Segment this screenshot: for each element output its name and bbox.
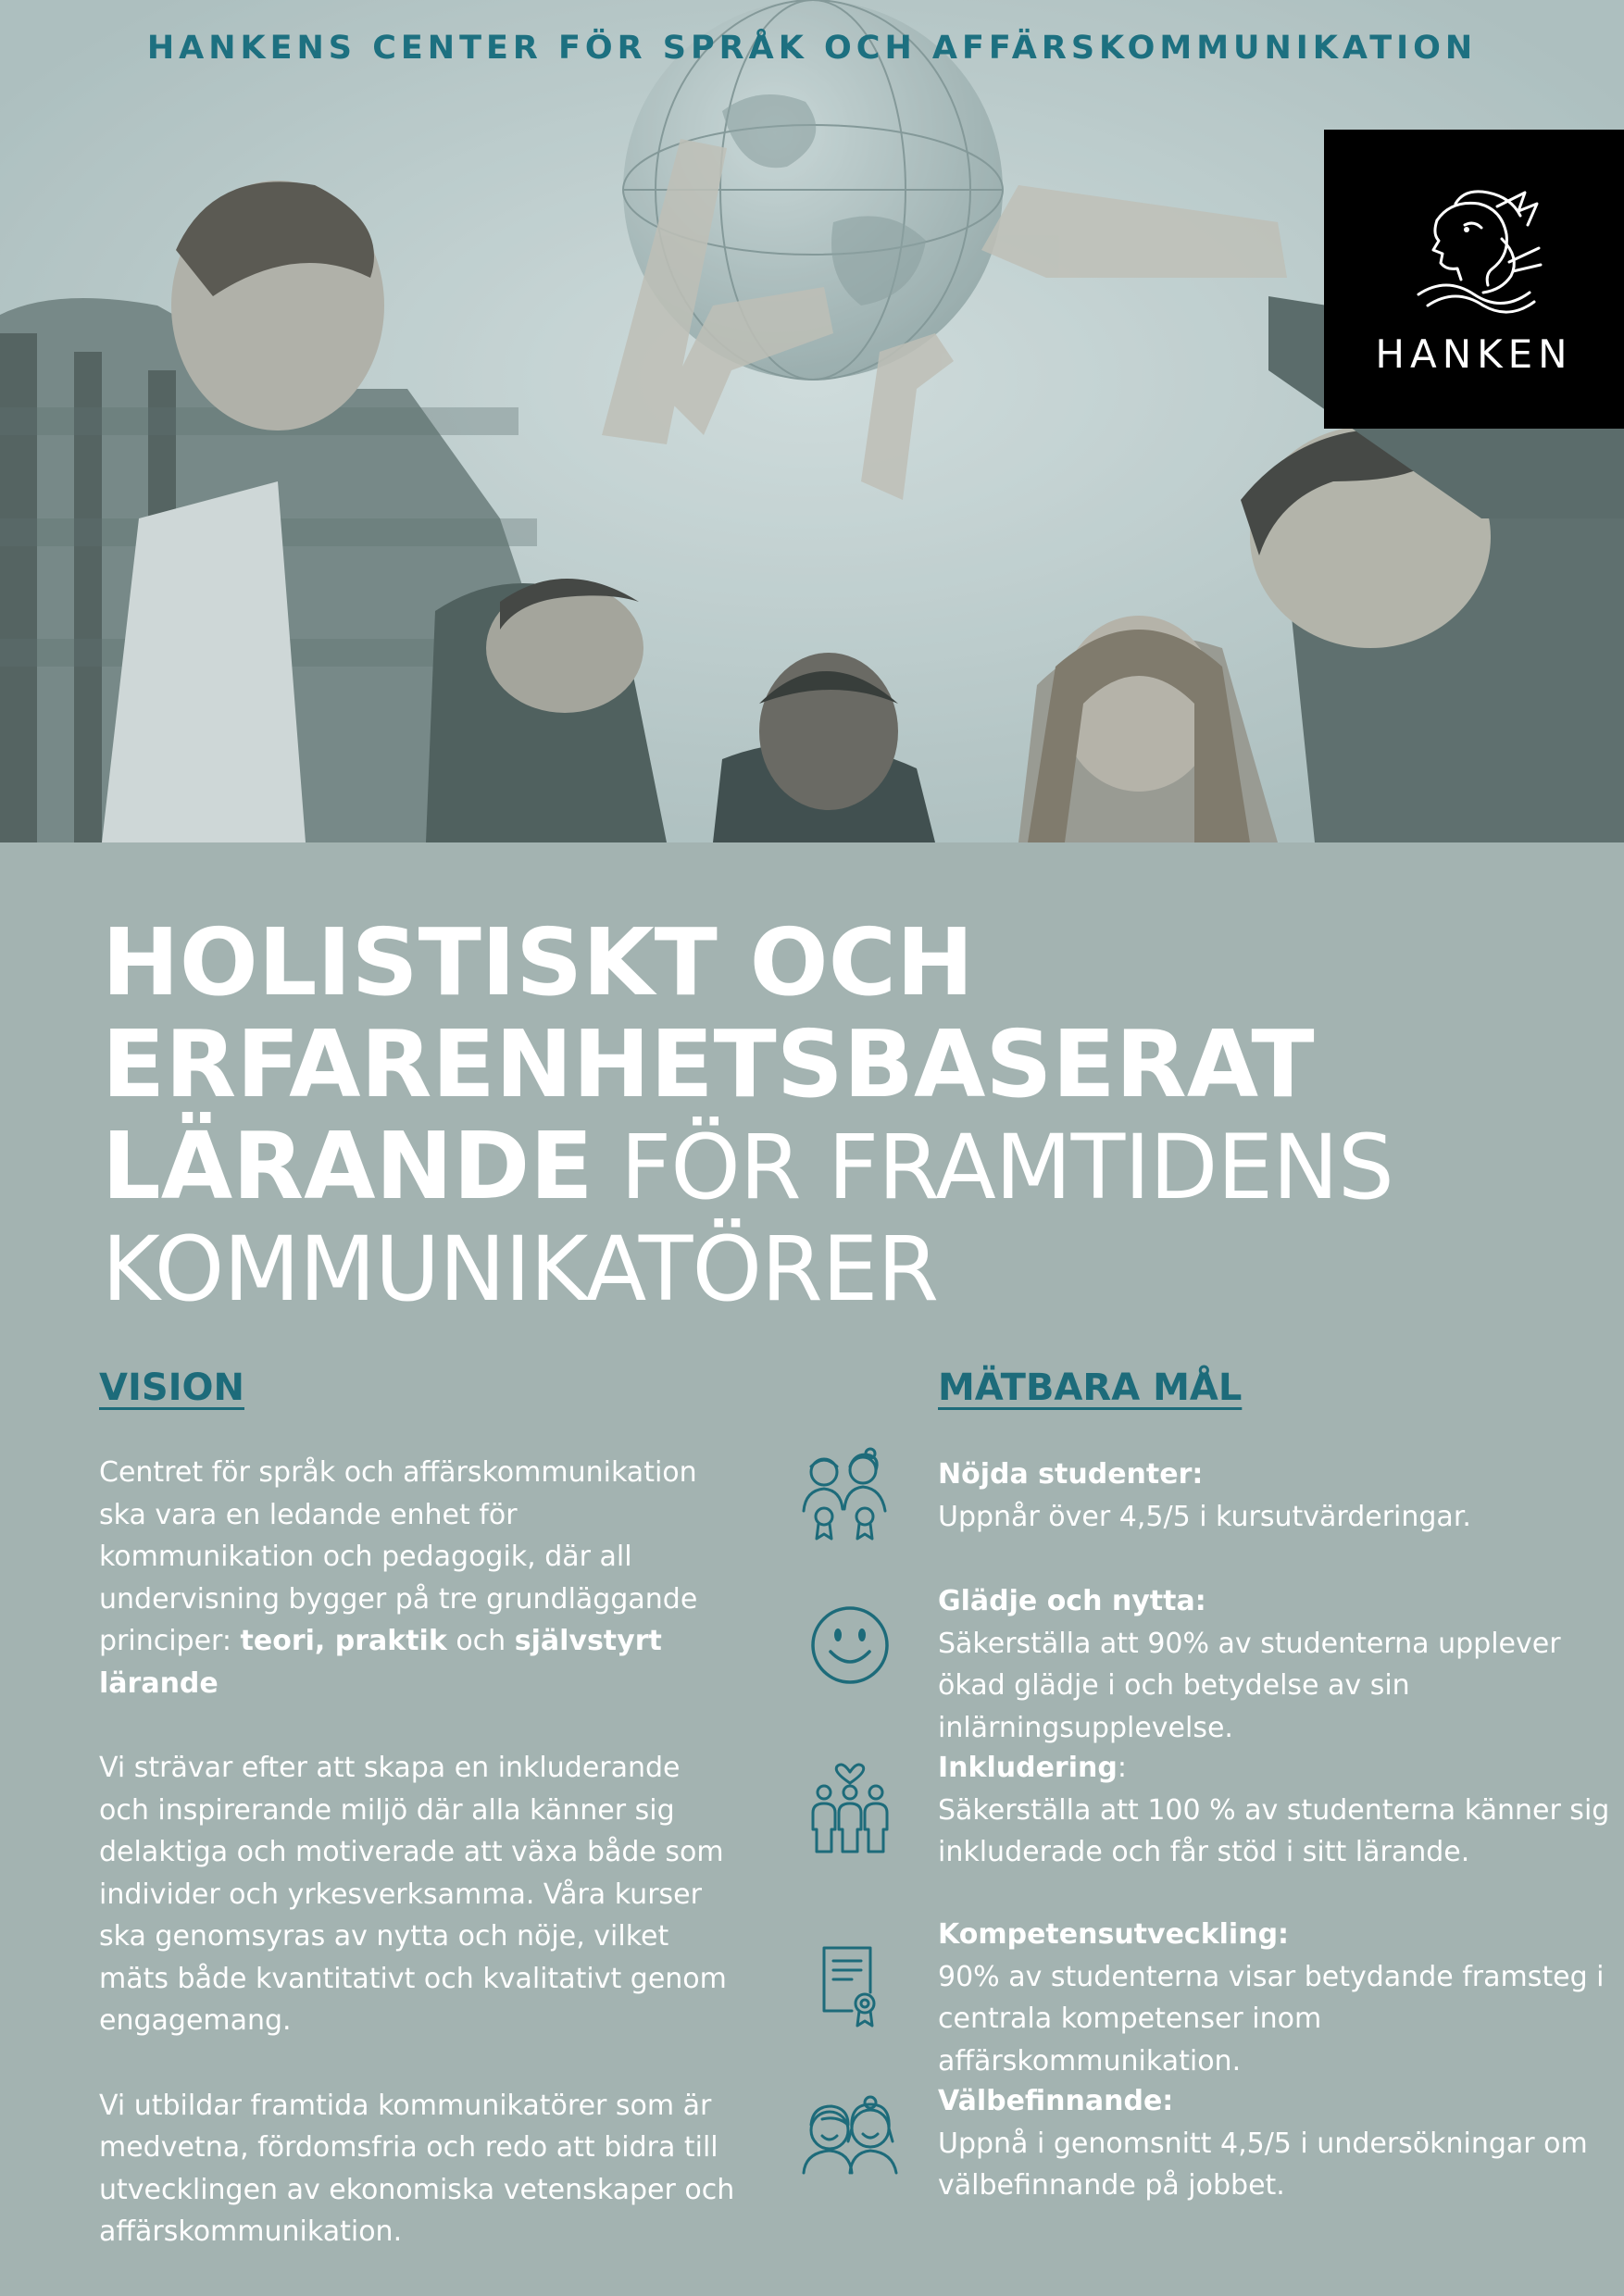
vision-paragraph-2: Vi strävar efter att skapa en inkluderande och inspirerande miljö där alla känner sig delaktiga och motiverade att växa både som individer och yrkesverksamma. Våra kurser ska genomsyras av nytta och nöje, vilket mäts både kvantitativt och kvalitativt genom engagemang.	[99, 1752, 727, 2037]
goal-item	[938, 2080, 1614, 2207]
certificate-icon	[818, 1944, 883, 2029]
goal-text: Uppnår över 4,5/5 i kursutvärderingar.	[938, 1500, 1471, 1533]
students-award-icon	[798, 1446, 891, 1548]
vision-paragraph-3: Vi utbildar framtida kommunikatörer som är medvetna, fördomsfria och redo att bidra till utvecklingen av ekonomiska vetenskaper och affärskommunikation.	[99, 2089, 735, 2248]
vision-p1-bold-2: självstyrt lärande	[99, 1625, 662, 1700]
vision-paragraph-1	[99, 1452, 738, 1704]
logo-text: HANKEN	[1375, 331, 1573, 377]
goal-title: Kompetensutveckling:	[938, 1918, 1290, 1951]
goals-heading: MÄTBARA MÅL	[938, 1366, 1243, 1409]
goal-item	[938, 1454, 1614, 1538]
goal-title: Glädje och nytta:	[938, 1585, 1206, 1617]
goal-item	[938, 1914, 1614, 2082]
headline-line-3-light: FÖR FRAMTIDENS	[593, 1116, 1393, 1219]
goal-text: Säkerställa att 90% av studenterna upplever ökad glädje i och betydelse av sin inlärningsupplevelse.	[938, 1627, 1561, 1744]
headline-line-3-bold: LÄRANDE	[102, 1112, 593, 1220]
headline-line-1: HOLISTISKT OCH	[102, 908, 974, 1017]
goal-title: Nöjda studenter:	[938, 1458, 1204, 1491]
smiley-icon	[808, 1603, 892, 1687]
goal-text: Säkerställa att 100 % av studenterna känner sig inkluderade och får stöd i sitt lärande.	[938, 1793, 1610, 1868]
headline-line-2: ERFARENHETSBASERAT	[102, 1010, 1315, 1118]
headline-line-4: KOMMUNIKATÖRER	[102, 1217, 939, 1321]
goal-title: Välbefinnande:	[938, 2085, 1174, 2117]
vision-p1-mid: och	[446, 1625, 515, 1657]
wellbeing-faces-icon	[800, 2095, 902, 2175]
goal-title-suffix: :	[1117, 1752, 1127, 1784]
hanken-logo	[1324, 130, 1624, 429]
goal-title: Inkludering	[938, 1752, 1118, 1784]
goal-item	[938, 1747, 1614, 1874]
group-heart-icon	[807, 1755, 893, 1857]
goal-text: 90% av studenterna visar betydande framsteg i centrala kompetenser inom affärskommunikation.	[938, 1960, 1605, 2078]
goal-item	[938, 1580, 1614, 1749]
hermes-head-icon	[1400, 183, 1548, 322]
hero-photo	[0, 0, 1624, 842]
vision-heading: VISION	[99, 1366, 245, 1409]
header-title: HANKENS CENTER FÖR SPRÅK OCH AFFÄRSKOMMUNIKATION	[146, 30, 1478, 67]
vision-text	[99, 1452, 738, 2296]
vision-p1-bold-1: teori, praktik	[240, 1625, 447, 1657]
goal-text: Uppnå i genomsnitt 4,5/5 i undersökningar om välbefinnande på jobbet.	[938, 2127, 1588, 2202]
vision-p1-text: Centret för språk och affärskommunikation ska vara en ledande enhet för kommunikation och pedagogik, där all undervisning bygger på tre grundläggande principer:	[99, 1456, 698, 1657]
page-headline	[102, 908, 1546, 1321]
